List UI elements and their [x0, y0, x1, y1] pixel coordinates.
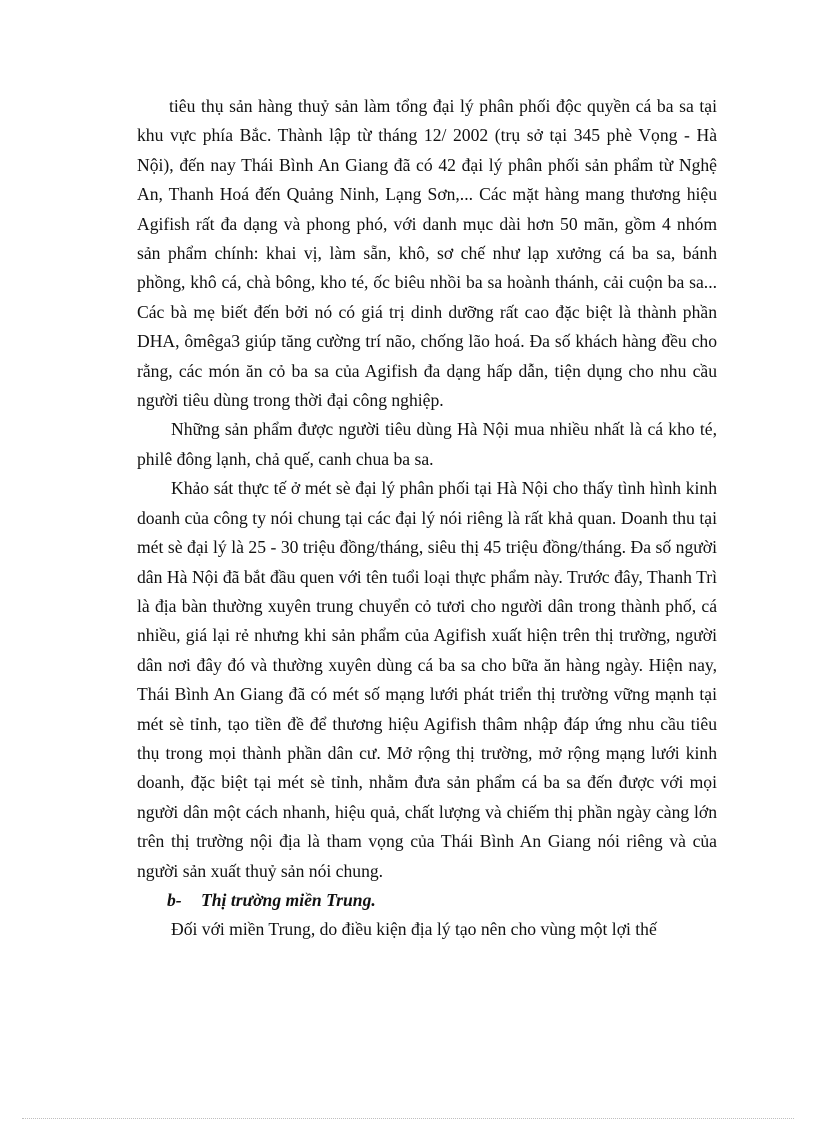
section-heading [137, 886, 717, 915]
document-body [137, 92, 717, 945]
paragraph-central-region: Đối với miền Trung, do điều kiện địa lý tạo nên cho vùng một lợi thế [171, 919, 657, 940]
page-bottom-divider [22, 1118, 794, 1119]
section-heading-title: Thị trường miền Trung. [201, 889, 376, 910]
section-heading-number: b- [167, 889, 182, 910]
paragraph-market-survey: Khảo sát thực tế ở mét sè đại lý phân phối tại Hà Nội cho thấy tình hình kinh doanh của công ty nói chung tại các đại lý nói riêng là rất khả quan. Doanh thu tại mét sè đại lý là 25 - 30 triệu đồng/tháng, siêu thị 45 triệu đồng/tháng. Đa số người dân Hà Nội đã bắt đầu quen với tên tuổi loại thực phẩm này. Trước đây, Thanh Trì là địa bàn thường xuyên trung chuyển cỏ tươi cho người dân trong thành phố, cá nhiều, giá lại rẻ nhưng khi sản phẩm của Agifish xuất hiện trên thị trường, người dân nơi đây đó và thường xuyên dùng cá ba sa cho bữa ăn hàng ngày. Hiện nay, Thái Bình An Giang đã có mét số mạng lưới phát triển thị trường vững mạnh tại mét sè tỉnh, tạo tiền đề để thương hiệu Agifish thâm nhập đáp ứng nhu cầu tiêu thụ trong mọi thành phần dân cư. Mở rộng thị trường, mở rộng mạng lưới kinh doanh, đặc biệt tại mét sè tỉnh, nhằm đưa sản phẩm cá ba sa đến được với mọi người dân một cách nhanh, hiệu quả, chất lượng và chiếm thị phần ngày càng lớn trên thị trường nội địa là tham vọng của Thái Bình An Giang nói riêng và của người sản xuất thuỷ sản nói chung. [137, 478, 717, 881]
paragraph-best-sellers: Những sản phẩm được người tiêu dùng Hà Nội mua nhiều nhất là cá kho té, philê đông lạnh, chả quế, canh chua ba sa. [137, 419, 717, 469]
paragraph-distribution: tiêu thụ sản hàng thuỷ sản làm tổng đại lý phân phối độc quyền cá ba sa tại khu vực phía Bắc. Thành lập từ tháng 12/ 2002 (trụ sở tại 345 phè Vọng - Hà Nội), đến nay Thái Bình An Giang đã có 42 đại lý phân phối sản phẩm từ Nghệ An, Thanh Hoá đến Quảng Ninh, Lạng Sơn,... Các mặt hàng mang thương hiệu Agifish rất đa dạng và phong phó, với danh mục dài hơn 50 mãn, gồm 4 nhóm sản phẩm chính: khai vị, làm sẵn, khô, sơ chế như lạp xưởng cá ba sa, bánh phồng, khô cá, chà bông, kho té, ốc biêu nhồi ba sa hoành thánh, cải cuộn ba sa... Các bà mẹ biết đến bởi nó có giá trị dinh dưỡng rất cao đặc biệt là thành phần DHA, ômêga3 giúp tăng cường trí não, chống lão hoá. Đa số khách hàng đều cho rằng, các món ăn cỏ ba sa của Agifish đa dạng hấp dẫn, tiện dụng cho nhu cầu người tiêu dùng trong thời đại công nghiệp. [137, 96, 717, 411]
